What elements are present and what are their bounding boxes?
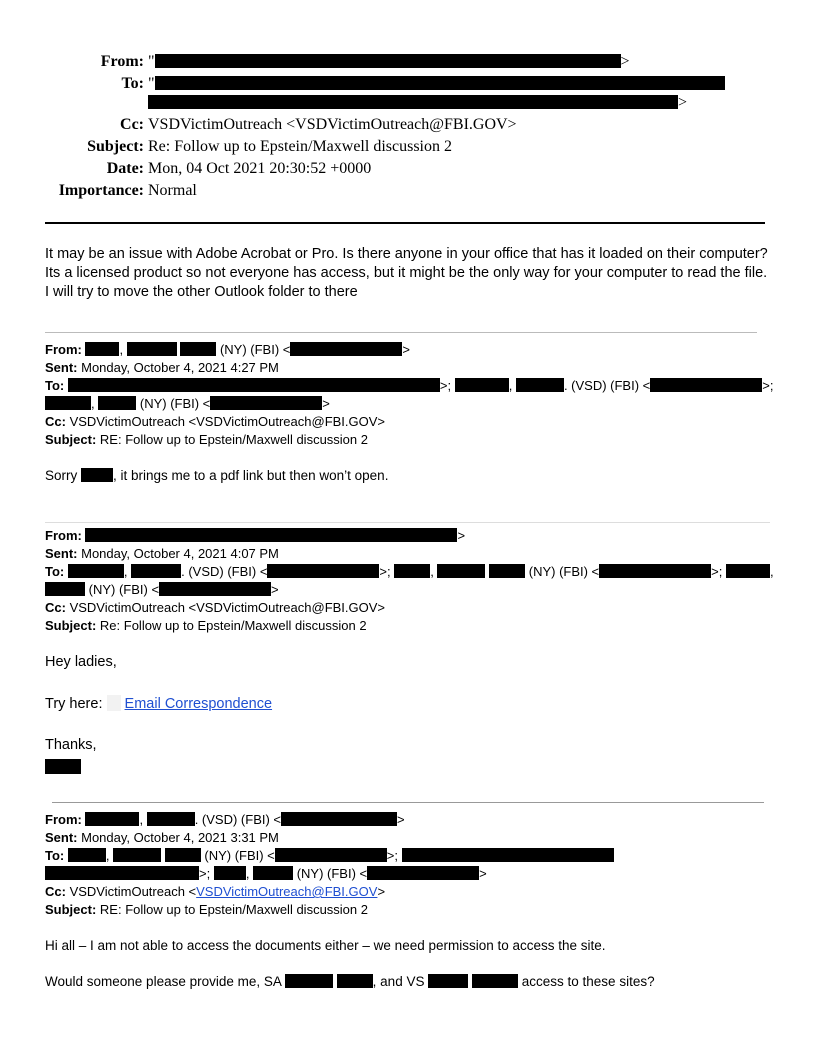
redaction [437,564,485,578]
signature-redaction [45,759,81,774]
header-to-row: To: " [0,74,816,94]
link-icon [107,695,121,711]
msg1-body: Sorry , it brings me to a pdf link but then won’t open. [45,468,389,483]
redaction [726,564,770,578]
redaction [402,848,614,862]
redaction [516,378,564,392]
redaction [113,848,161,862]
redaction [45,866,199,880]
msg3-sent-value: Monday, October 4, 2021 3:31 PM [81,830,279,845]
header-date-label: Date: [106,160,144,177]
header-to-row-2: > [0,93,816,113]
redaction [281,812,397,826]
redaction [599,564,711,578]
redaction [267,564,379,578]
redaction [85,812,139,826]
redaction [45,582,85,596]
body-text: It may be an issue with Adobe Acrobat or Pro. Is there anyone in your office that has it loaded on their computer? Its a licensed product so not everyone has access, but it might be the only way for your computer to read the file. I will try to move the other Outlook folder to there [45,246,768,300]
redaction [428,974,468,988]
message-divider [45,332,757,333]
msg1-subject-value: RE: Follow up to Epstein/Maxwell discussion 2 [99,432,368,447]
header-importance-value: Normal [148,182,197,199]
msg2-thanks: Thanks, [45,737,97,753]
header-importance-label: Importance: [58,182,144,199]
message-3: From: , . (VSD) (FBI) < > Sent: Monday, October 4, 2021 3:31 PM To: , (NY) (FBI) < >; >; , (NY) (FBI) < > Cc: VSDVictimOutreach <VSDVictimOutreach@FBI.GOV> Subject: RE: Follow up to Epstein/Maxwell discussion 2 [45,811,614,919]
header-date-row [0,159,816,179]
msg2-subject-value: Re: Follow up to Epstein/Maxwell discussion 2 [99,618,367,633]
redaction [85,342,119,356]
msg1-cc-value: VSDVictimOutreach <VSDVictimOutreach@FBI.GOV> [69,414,386,429]
cc-email-link[interactable]: VSDVictimOutreach@FBI.GOV [196,884,378,899]
redaction [81,468,113,482]
message-divider [52,802,764,803]
redaction [68,848,106,862]
msg3-line2: Would someone please provide me, SA , and VS access to these sites? [45,974,655,989]
redaction [210,396,322,410]
redaction [155,54,621,68]
redaction [367,866,479,880]
msg3-line1: Hi all – I am not able to access the documents either – we need permission to access the site. [45,938,606,953]
header-divider [45,222,765,224]
header-to-label: To: [121,75,144,92]
redaction [275,848,387,862]
header-importance-row [0,181,816,201]
redaction [394,564,430,578]
redaction [45,396,91,410]
redaction [127,342,177,356]
redaction [253,866,293,880]
msg2-greeting: Hey ladies, [45,654,117,670]
msg1-sent-value: Monday, October 4, 2021 4:27 PM [81,360,279,375]
redaction [650,378,762,392]
redaction [285,974,333,988]
email-correspondence-link[interactable]: Email Correspondence [124,696,273,712]
redaction [290,342,402,356]
redaction [214,866,246,880]
msg2-sent-value: Monday, October 4, 2021 4:07 PM [81,546,279,561]
redaction [165,848,201,862]
header-from-label: From: [100,53,144,70]
header-cc-label: Cc: [120,116,144,133]
header-from-row: From: " > [100,53,630,70]
redaction [489,564,525,578]
message-divider [45,522,770,523]
header-subject-value: Re: Follow up to Epstein/Maxwell discussion 2 [148,138,452,155]
redaction [472,974,518,988]
header-date-value: Mon, 04 Oct 2021 20:30:52 +0000 [148,160,372,177]
msg3-subject-value: RE: Follow up to Epstein/Maxwell discussion 2 [99,902,368,917]
redaction [455,378,509,392]
redaction [159,582,271,596]
redaction [337,974,373,988]
redaction [147,812,195,826]
message-1: From: , (NY) (FBI) < > Sent: Monday, October 4, 2021 4:27 PM To: >; , . (VSD) (FBI) < >; , (NY) (FBI) < > Cc: VSDVictimOutreach <VSDVictimOutreach@FBI.GOV> Subject: RE: Follow up to Epstein/Maxwell discussion 2 [45,342,774,447]
msg1-from-label: From: [45,342,82,357]
redaction [68,564,124,578]
redaction [85,528,457,542]
redaction [148,95,678,109]
header-subject-label: Subject: [87,138,144,155]
redaction [131,564,181,578]
msg2-cc-value: VSDVictimOutreach <VSDVictimOutreach@FBI.GOV> [69,600,386,615]
redaction [180,342,216,356]
message-2: From: > Sent: Monday, October 4, 2021 4:07 PM To: , . (VSD) (FBI) < >; , (NY) (FBI) < >; , (NY) (FBI) < > Cc: VSDVictimOutreach <VSDVictimOutreach@FBI.GOV> Subject: Re: Follow up to Epstein/Maxwell discussion 2 [45,528,774,633]
redaction [98,396,136,410]
redaction [68,378,440,392]
header-cc-row [0,115,816,135]
header-cc-value: VSDVictimOutreach <VSDVictimOutreach@FBI.GOV> [148,116,517,133]
header-subject-row [0,137,816,157]
redaction [155,76,725,90]
msg2-try-here: Try here: Email Correspondence [45,696,273,712]
